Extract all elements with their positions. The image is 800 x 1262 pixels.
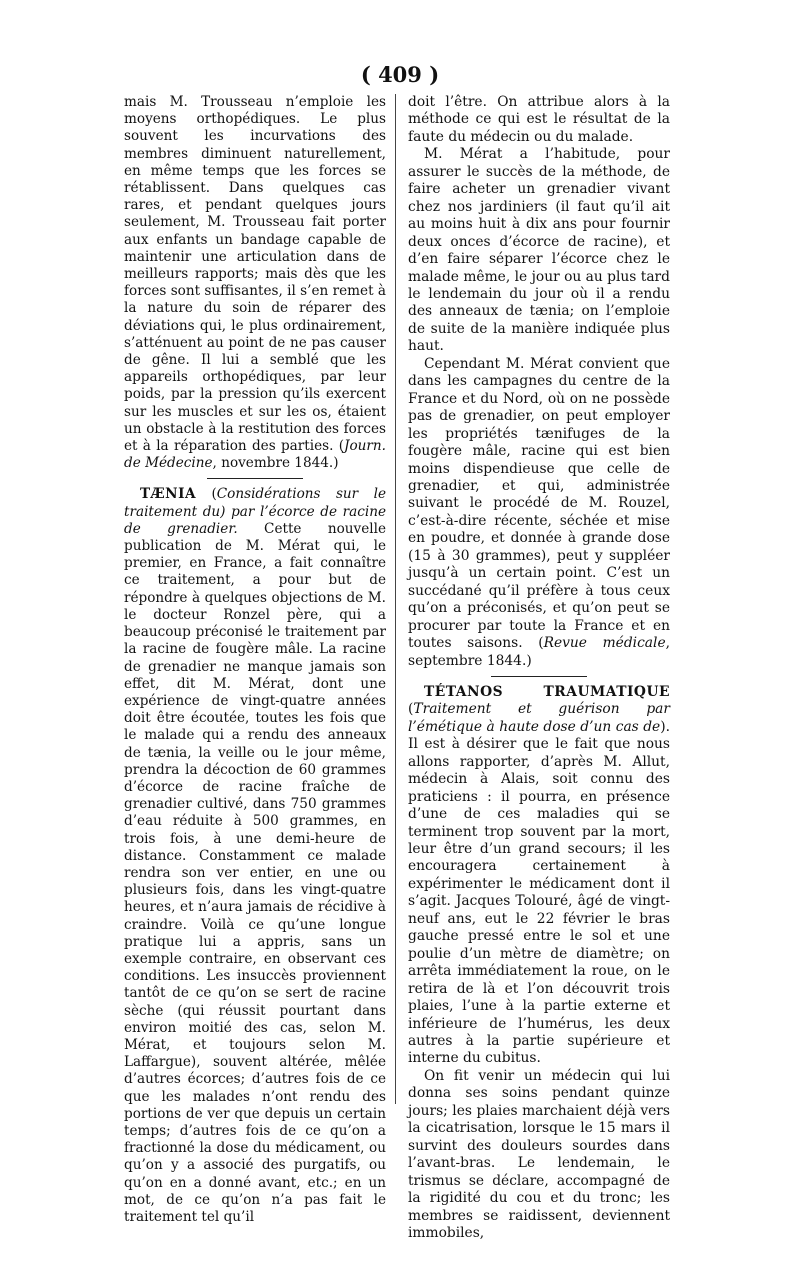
citation-date: , septembre 1844.) — [408, 635, 670, 669]
paren-open: ( — [408, 701, 414, 718]
article-body: Cette nouvelle publication de M. Mérat qui, le premier, en France, a fait connaître ce traitement, a pour but de répondre à quelques objections de M. le docteur Ronzel père, qui a beaucoup préconisé le traitement par la racine de fougère mâle. La racine de grenadier ne manque jamais son effet, dit M. Mérat, dont une expérience de vingt-quatre années doit être écoutée, toutes les fois que le malade qui a rendu des anneaux de tænia, la veille ou le jour même, prendra la décoction de 60 grammes d’écorce de racine fraîche de grenadier cultivé, dans 750 grammes d’eau réduite à 500 grammes, en trois fois, à une demi-heure de distance. Constamment ce malade rendra son ver entier, en une ou plusieurs fois, dans les vingt-quatre heures, et n’aura jamais de récidive à craindre. Voilà ce qu’une longue pratique lui a appris, sans un exemple contraire, en observant ces conditions. Les insuccès proviennent tantôt de ce qu’on se sert de racine sèche (qui réussit pourtant dans environ moitié des cas, selon M. Mérat, et toujours selon M. Laffargue), souvent altérée, mêlée d’autres écorces; d’autres fois de ce que les malades n’ont rendu des portions de ver que depuis un certain temps; d’autres fois de ce qu’on a fractionné la dose du médicament, ou qu’on y a associé des purgatifs, ou qu’on en a donné avant, etc.; en un mot, de ce qu’on n’a pas fait le traitement tel qu’il — [124, 520, 386, 1225]
paragraph-case: On fit venir un médecin qui lui donna ses soins pendant quinze jours; les plaies marchaient déjà vers la cicatrisation, lorsque le 15 mars il survint des douleurs sourdes dans l’avant-bras. Le lendemain, le trismus se déclare, accompagné de la rigidité du cou et du tronc; les membres se raidissent, deviennent immobiles, — [408, 1067, 670, 1241]
right-column — [408, 94, 670, 1242]
article-tetanos — [408, 684, 670, 1068]
paragraph-text: mais M. Trousseau n’emploie les moyens orthopédiques. Le plus souvent les incurvations des membres diminuent naturellement, en même temps que les forces se rétablissent. Dans quelques cas rares, et pendant quelques jours seulement, M. Trousseau fait porter aux enfants un bandage capable de maintenir une articulation dans de meilleurs rapports; mais dès que les forces sont suffisantes, il s’en remet à la nature du soin de réparer des déviations qui, le plus ordinairement, s’atténuent au point de ne pas causer de gêne. Il lui a semblé que les appareils orthopédiques, par leur poids, par la pression qu’ils exercent sur les muscles et sur les os, étaient un obstacle à la restitution des forces et à la réparation des parties. ( — [124, 94, 386, 455]
article-subtitle: Considérations sur le traitement du) par l’écorce de racine de grenadier. — [124, 486, 386, 537]
paragraph-trousseau — [124, 94, 386, 472]
paragraph-method: M. Mérat a l’habitude, pour assurer le succès de la méthode, de faire acheter un grenadier vivant chez nos jardiniers (il faut qu’il ait au moins huit à dix ans pour fournir deux onces d’écorce de racine), et d’en faire séparer l’écorce chez le malade même, le jour ou au plus tard le lendemain du jour où il a rendu des anneaux de tænia; on l’emploie de suite de la manière indiquée plus haut. — [408, 146, 670, 355]
paragraph-continuation: doit l’être. On attribue alors à la méthode ce qui est le résultat de la faute du médecin ou du malade. — [408, 94, 670, 145]
article-subtitle: Traitement et guérison par l’émétique à haute dose d’un cas de — [408, 701, 670, 735]
article-heading: TÉTANOS TRAUMATIQUE — [424, 683, 670, 700]
section-separator — [491, 676, 587, 677]
column-rule — [395, 94, 396, 1104]
paragraph-fougere — [408, 356, 670, 670]
article-body: ). Il est à désirer que le fait que nous allons rapporter, d’après M. Allut, médecin à Alais, soit connu des praticiens : il pourra, en présence d’une de ces maladies qui se terminent trop souvent par la mort, leur être d’un grand secours; il les encouragera certainement à expérimenter le médicament dont il s’agit. Jacques Tolouré, âgé de vingt-neuf ans, eut le 22 février le bras gauche pressé entre le sol et une poulie d’un mètre de diamètre; on arrêta immédiatement la roue, on le retira de là et l’on découvrit trois plaies, l’une à la partie externe et inférieure de l’humérus, les deux autres à la partie supérieure et interne du cubitus. — [408, 718, 670, 1067]
paragraph-text: Cependant M. Mérat convient que dans les campagnes du centre de la France et du Nord, où on ne possède pas de grenadier, on peut employer les propriétés tænifuges de la fougère mâle, racine qui est bien moins dispendieuse que celle de grenadier, et qui, administrée suivant le procédé de M. Rouzel, c’est-à-dire récente, séchée et mise en poudre, et donnée à grande dose (15 à 30 grammes), peut y suppléer jusqu’à un certain point. C’est un succédané qu’il préfère à tous ceux qu’on a préconisés, et qu’on peut se procurer par toute la France et en toutes saisons. ( — [408, 355, 670, 652]
article-taenia — [124, 486, 386, 1226]
citation-date: , novembre 1844.) — [212, 455, 339, 472]
section-separator — [207, 478, 303, 479]
page-number: ( 409 ) — [360, 62, 440, 87]
paren-open: ( — [196, 486, 217, 503]
article-heading: TÆNIA — [140, 486, 197, 503]
left-column — [124, 94, 386, 1226]
source-citation: Journ. de Médecine — [124, 438, 386, 472]
source-citation: Revue médicale — [543, 635, 666, 652]
